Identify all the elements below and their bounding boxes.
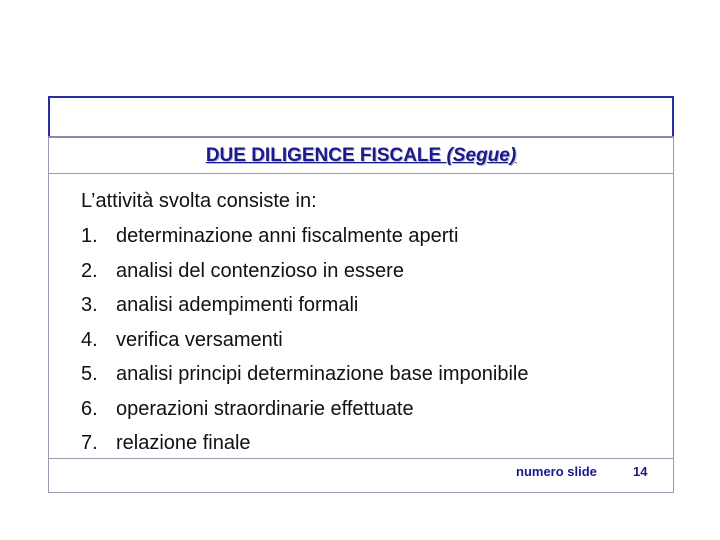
activity-list	[81, 224, 528, 466]
slide-number-label: numero slide	[516, 464, 597, 479]
list-item	[81, 362, 528, 397]
list-item-text: operazioni straordinarie effettuate	[116, 397, 414, 420]
content-area	[48, 174, 674, 459]
list-item-number: 5.	[81, 363, 98, 385]
list-item	[81, 397, 528, 432]
slide-title	[206, 145, 516, 167]
slide-number: 14	[633, 464, 648, 479]
list-item	[81, 328, 528, 363]
list-item-number: 3.	[81, 294, 98, 316]
list-item-number: 2.	[81, 259, 98, 282]
header-box	[48, 96, 674, 138]
list-item-text: relazione finale	[116, 432, 251, 454]
list-item-text: analisi del contenzioso in essere	[116, 259, 404, 282]
list-item-text: analisi adempimenti formali	[116, 294, 359, 316]
list-item-text: verifica versamenti	[116, 328, 283, 351]
slide-title-suffix: (Segue)	[446, 144, 517, 166]
list-item-text: analisi principi determinazione base imponibile	[116, 363, 529, 385]
list-item-number: 7.	[81, 432, 98, 454]
list-item	[81, 224, 528, 259]
title-row	[48, 138, 674, 174]
list-item	[81, 293, 528, 328]
slide-footer	[48, 459, 674, 493]
list-item	[81, 259, 528, 294]
list-item-number: 6.	[81, 397, 98, 420]
intro-text: L’attività svolta consiste in:	[81, 190, 317, 212]
list-item-text: determinazione anni fiscalmente aperti	[116, 225, 459, 247]
slide-title-main: DUE DILIGENCE FISCALE	[205, 144, 442, 166]
list-item-number: 4.	[81, 328, 98, 351]
list-item-number: 1.	[81, 225, 98, 247]
